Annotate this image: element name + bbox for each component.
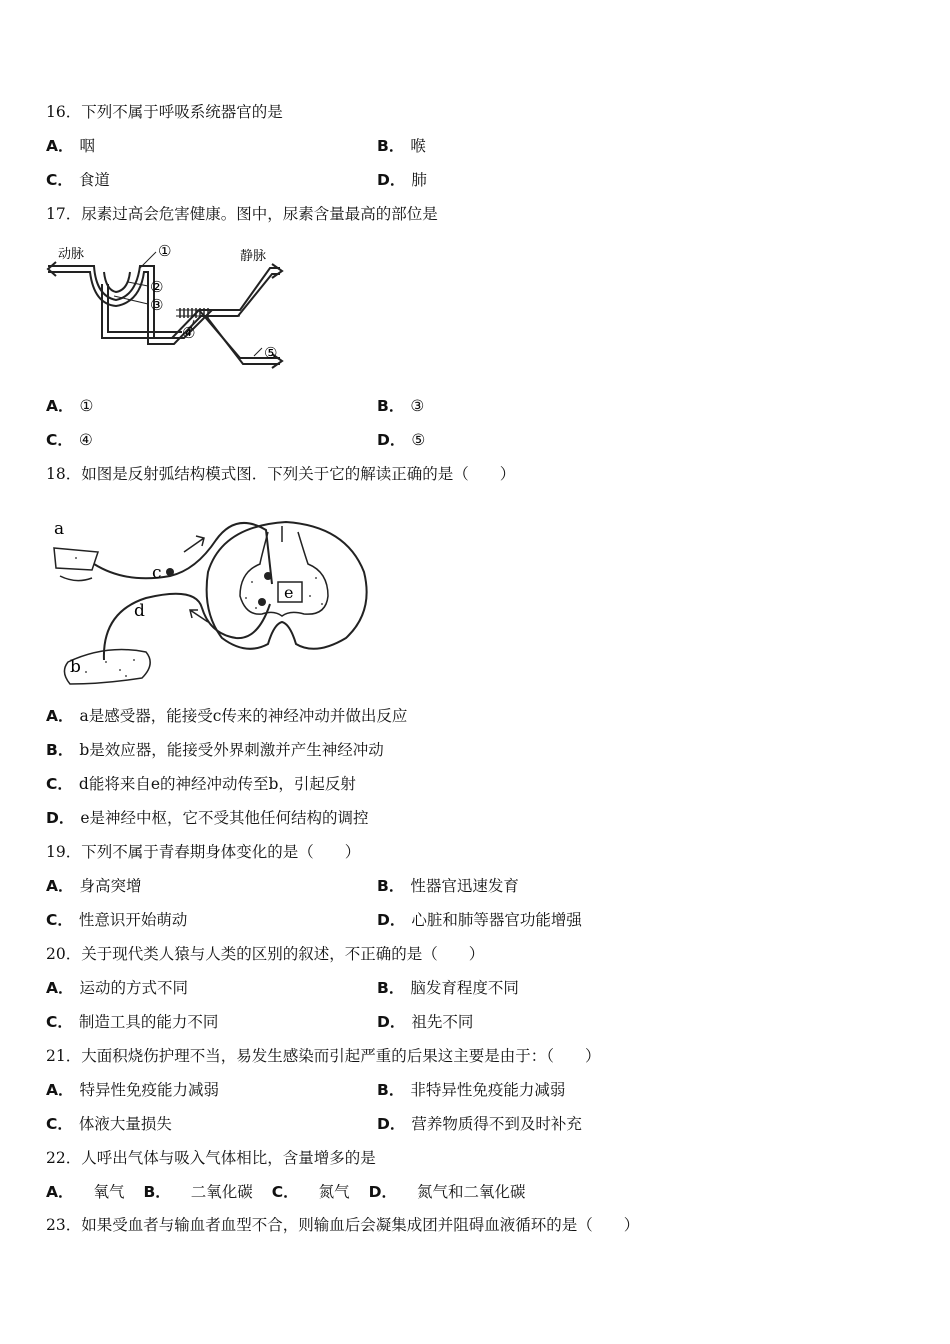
q16-option-a[interactable] xyxy=(46,136,95,156)
label-e: e xyxy=(284,583,294,602)
reflex-arc-diagram xyxy=(46,512,376,692)
option-label: D． xyxy=(46,809,75,827)
q20-option-c[interactable] xyxy=(46,1012,218,1032)
option-text: 氮气 xyxy=(318,1183,350,1201)
option-label: A． xyxy=(46,397,74,415)
option-label: B． xyxy=(143,1183,171,1201)
option-text: 食道 xyxy=(78,171,110,189)
option-text: d能将来自e的神经冲动传至b，引起反射 xyxy=(78,775,356,793)
option-text: 肺 xyxy=(411,171,427,189)
option-text: 性意识开始萌动 xyxy=(78,911,188,929)
option-text: 体液大量损失 xyxy=(78,1115,172,1133)
q22-option-a[interactable] xyxy=(46,1183,125,1201)
q21-option-d[interactable] xyxy=(377,1114,582,1134)
q22-option-b[interactable] xyxy=(143,1183,252,1201)
option-label: D． xyxy=(377,171,406,189)
q19-option-b[interactable] xyxy=(377,876,519,896)
question-16-stem: 16．下列不属于呼吸系统器官的是 xyxy=(46,103,283,121)
option-label: B． xyxy=(377,877,405,895)
q17-option-b[interactable] xyxy=(377,396,424,416)
q16-option-b[interactable] xyxy=(377,136,426,156)
marker-3: ③ xyxy=(150,296,164,314)
option-text: ⑤ xyxy=(411,431,426,449)
question-22-stem: 22．人呼出气体与吸入气体相比，含量增多的是 xyxy=(46,1149,376,1167)
option-label: C． xyxy=(46,431,73,449)
option-label: C． xyxy=(46,1115,73,1133)
q18-option-c[interactable] xyxy=(46,774,356,794)
option-text: 咽 xyxy=(79,137,96,155)
option-text: 非特异性免疫能力减弱 xyxy=(410,1081,566,1099)
option-text: ③ xyxy=(410,397,425,415)
option-text: ① xyxy=(79,397,94,415)
option-text: 运动的方式不同 xyxy=(79,979,189,997)
option-label: D． xyxy=(377,1115,406,1133)
option-label: A． xyxy=(46,877,74,895)
option-text: 喉 xyxy=(410,137,426,155)
q22-options-row xyxy=(46,1182,525,1202)
q17-option-a[interactable] xyxy=(46,396,93,416)
option-label: A． xyxy=(46,1081,74,1099)
question-21-stem: 21．大面积烧伤护理不当，易发生感染而引起严重的后果这主要是由于：（ ） xyxy=(46,1047,601,1065)
option-text: 性器官迅速发育 xyxy=(410,877,519,895)
option-label: B． xyxy=(377,979,405,997)
label-b: b xyxy=(70,657,81,677)
artery-label: 动脉 xyxy=(58,247,85,262)
question-17-stem: 17．尿素过高会危害健康。图中，尿素含量最高的部位是 xyxy=(46,205,438,223)
label-c: c xyxy=(152,563,162,583)
option-label: B． xyxy=(377,1081,405,1099)
q18-option-b[interactable] xyxy=(46,740,384,760)
option-label: C． xyxy=(46,1013,73,1031)
q18-option-d[interactable] xyxy=(46,808,369,828)
option-text: 二氧化碳 xyxy=(190,1183,253,1201)
label-d: d xyxy=(134,601,145,621)
q20-option-d[interactable] xyxy=(377,1012,473,1032)
option-label: C． xyxy=(46,911,73,929)
option-label: C． xyxy=(271,1183,299,1201)
q21-option-c[interactable] xyxy=(46,1114,172,1134)
option-label: B． xyxy=(377,137,405,155)
option-label: D． xyxy=(368,1183,397,1201)
question-23-stem: 23．如果受血者与输血者血型不合，则输血后会凝集成团并阻碍血液循环的是（ ） xyxy=(46,1216,640,1234)
q20-option-a[interactable] xyxy=(46,978,188,998)
option-text: 氧气 xyxy=(93,1183,125,1201)
option-text: 祖先不同 xyxy=(411,1013,474,1031)
marker-4: ④ xyxy=(182,324,196,342)
q19-option-d[interactable] xyxy=(377,910,582,930)
option-label: A． xyxy=(46,1183,74,1201)
option-text: 身高突增 xyxy=(79,877,142,895)
q21-option-a[interactable] xyxy=(46,1080,219,1100)
option-text: ④ xyxy=(78,431,93,449)
question-19-stem: 19．下列不属于青春期身体变化的是（ ） xyxy=(46,843,361,861)
option-label: B． xyxy=(377,397,405,415)
question-18-stem: 18．如图是反射弧结构模式图．下列关于它的解读正确的是（ ） xyxy=(46,465,516,483)
q18-option-a[interactable] xyxy=(46,706,407,726)
label-a: a xyxy=(54,519,65,539)
q22-option-d[interactable] xyxy=(369,1183,526,1201)
option-label: A． xyxy=(46,979,74,997)
option-text: 特异性免疫能力减弱 xyxy=(79,1081,220,1099)
question-20-stem: 20．关于现代类人猿与人类的区别的叙述，不正确的是（ ） xyxy=(46,945,485,963)
option-text: 氮气和二氧化碳 xyxy=(416,1183,526,1201)
marker-1: ① xyxy=(158,242,172,260)
option-label: A． xyxy=(46,707,74,725)
option-label: D． xyxy=(377,911,406,929)
q16-option-c[interactable] xyxy=(46,170,110,190)
option-text: 脑发育程度不同 xyxy=(410,979,519,997)
option-text: 心脏和肺等器官功能增强 xyxy=(411,911,582,929)
q19-option-c[interactable] xyxy=(46,910,187,930)
nephron-diagram xyxy=(44,238,300,378)
q17-option-c[interactable] xyxy=(46,430,93,450)
option-label: C． xyxy=(46,171,73,189)
marker-5: ⑤ xyxy=(264,344,278,362)
option-text: a是感受器，能接受c传来的神经冲动并做出反应 xyxy=(79,707,408,725)
q20-option-b[interactable] xyxy=(377,978,519,998)
option-text: e是神经中枢，它不受其他任何结构的调控 xyxy=(80,809,369,827)
q19-option-a[interactable] xyxy=(46,876,142,896)
option-text: 制造工具的能力不同 xyxy=(78,1013,219,1031)
option-label: C． xyxy=(46,775,73,793)
vein-label: 静脉 xyxy=(240,249,267,264)
q21-option-b[interactable] xyxy=(377,1080,565,1100)
q22-option-c[interactable] xyxy=(272,1183,350,1201)
option-text: b是效应器，能接受外界刺激并产生神经冲动 xyxy=(79,741,384,759)
q16-option-d[interactable] xyxy=(377,170,427,190)
option-label: B． xyxy=(46,741,74,759)
q17-option-d[interactable] xyxy=(377,430,425,450)
marker-2: ② xyxy=(150,278,164,296)
option-label: D． xyxy=(377,431,406,449)
option-label: D． xyxy=(377,1013,406,1031)
option-text: 营养物质得不到及时补充 xyxy=(411,1115,582,1133)
option-label: A． xyxy=(46,137,74,155)
